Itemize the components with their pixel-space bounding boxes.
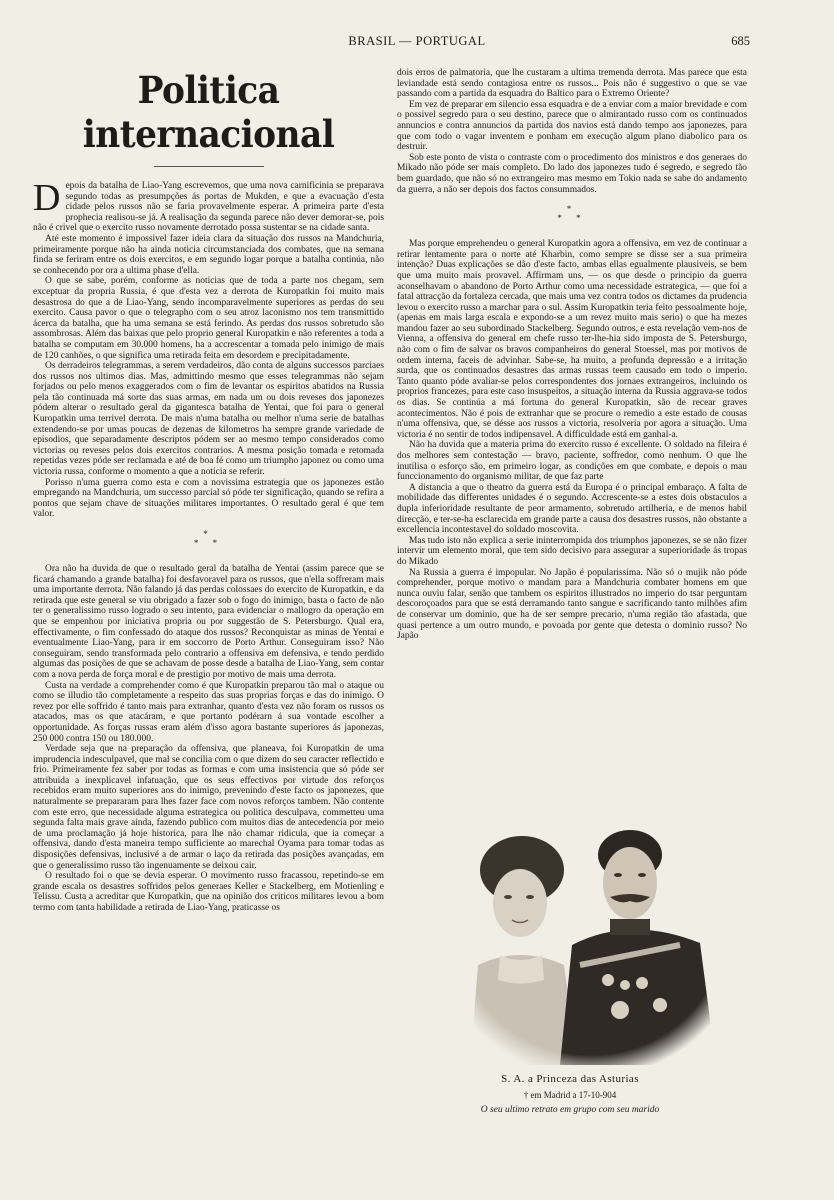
paragraph: Sob este ponto de vista o contraste com o procedimento dos ministros e dos generaes do Mikado não póde ser mais completo. Do lado dos japonezes tudo é segredo, e segredo tão bem guardado, que não só no extrangeiro mas mesmo em Tokio nada se sabe do andamento da guerra, a não ser depois dos factos consummados.: [397, 152, 747, 195]
title-rule: [154, 166, 264, 167]
photo-caption: [394, 1073, 746, 1115]
left-column: [33, 68, 384, 914]
portrait-illustration: [460, 815, 722, 1065]
article-body-part-3: [397, 68, 747, 195]
paragraph: Os derradeiros telegrammas, a serem verdadeiros, dão conta de alguns successos parciaes dos russos nos ultimos dias. Mas, admittindo mesmo que esses telegrammas não sejam forjados ou pelo menos exaggerados com o fim de levantar os espiritos abatidos na Russia pela tão continuada má sorte das suas armas, em nada um ou dois reveses dos japonezes pódem alterar o resultado geral da gigantesca batalha de Yentai, que foi para o general Kuropatkin uma terrivel derrota. De mais n'uma batalha ou melhor n'uma serie de batalhas extendendo-se por umas poucas de dezenas de kilometros ha sempre grande variedade de episodios, que separadamente descriptos pódem ser ao mesmo tempo considerados como victorias ou reveses pelos dois exercitos contrarios. A mesma posição tomada e retomada repetidas vezes póde ser reclamada e até de boa fé como um triumpho japonez ou como uma victoria russa, conforme o momento a que a noticia se referir.: [33, 361, 384, 478]
paragraph: O resultado foi o que se devia esperar. O movimento russo fracassou, repetindo-se em grande escala os desastres soffridos pelos generaes Keller e Stackelberg, em Motienling e Telissu. Custa a acreditar que Kuropatkin, que na opinião dos criticos militares levou a bom termo com tanta habilidade a retirada de Liao-Yang, praticasse os: [33, 871, 384, 913]
paragraph: Na Russia a guerra é impopular. No Japão é popularissima. Não só o mujik não póde comprehender, porque motivo o mandam para a Mandchuria combater homens em que nunca ouviu falar, senão que tambem os espiritos illustrados no imperio do tsar perguntam descoroçoados para que se está derramando tanto sangue e sacrificando tanto milhões afim de conservar um dominio, que ha de ser sempre precario, n'uma região tão afastada, que quasi pertence a um outro mundo, e povoada por gente que detesta o dominio russo? No Japão: [397, 567, 747, 642]
caption-death: † em Madrid a 17-10-904: [523, 1090, 617, 1100]
paragraph: Porisso n'uma guerra como esta e com a novissima estrategia que os japonezes estão empregando na Mandchuria, um successo parcial só póde ter significação, quando se refira a pontos que sejam chave de situações militares importantes. O resultado geral é que tem valor.: [33, 477, 384, 520]
article-body-part-1: [33, 177, 384, 520]
article-title: Politica internacional: [82, 68, 335, 156]
paragraph: Ora não ha duvida de que o resultado geral da batalha de Yentai (assim parece que se ficará chamando a grande batalha) foi desfavoravel para os russos, que n'ella soffreram mais uma importante derrota. Não falando já das perdas colossaes do exercito de Kuropatkin, e da retirada que este general se viu obrigado a fazer sob o fogo do inimigo, basta o facto de não ter o generalissimo russo logrado o seu intento, para evidenciar o mallogro da operação em que se empenhou por iniciativa propria ou por suggestão de S. Petersburgo. Qual era, effectivamente, o fim confessado do ataque dos russos? Reconquistar as minas de Yentai e eventualmente Liao-Yang, para ir em soccorro de Porto Arthur. Conseguiram isso? Não conseguiram, sendo transformada pelo contrario a offensiva em defensiva, e tendo perdido algumas das posições de que se achavam de posse desde a batalha de Liao-Yang, sem contar com a nova perda de força moral e de prestigio por motivo de mais uma derrota.: [33, 564, 384, 680]
right-column: [397, 68, 747, 642]
paragraph: O que se sabe, porém, conforme as noticias que de toda a parte nos chegam, sem exceptuar da propria Russia, é que d'esta vez a derrota de Kuropatkin foi muito mais desastrosa do que a de Liao-Yang, sendo incomparavelmente superiores as perdas do seu exercito. Causa pavor o que o telegrapho com o seu atroz laconismo nos tem transmittido ácerca da batalha, que ha uma semana se está ferindo. As perdas dos russos sobretudo são assombrosas. Além das baixas que pelo proprio general Kuropatkin e não referentes a toda a batalha se computam em 30.000 homens, ha a accrescentar a tomada pelo inimigo de mais de 120 canhões, o que significa uma retirada feita em desordem e precipitadamente.: [33, 276, 384, 361]
paragraph: Custa na verdade a comprehender como é que Kuropatkin preparou tão mal o ataque ou como se illudio tão completamente a respeito das suas proprias forças e das do inimigo. O revez por elle soffrido é tanto mais para extranhar, quanto d'esta vez não foram os russos os atacados, mas os que atacáram, e que portanto podérarn á sua vontade escolher a opportunidade. As forças russas eram além d'isso agora bastante superiores ás japonezas, 250 000 contra 150 ou 180.000.: [33, 680, 384, 744]
page-number: 685: [731, 34, 750, 48]
paragraph-text: epois da batalha de Liao-Yang escrevemos, que uma nova carnificinia se preparava segundo todas as presumpções ás portas de Mukden, e que a evacuação d'esta cidade pelos russos não se faria provavelmente esperar. A primeira parte d'esta prophecia realisou-se já. A realisação da segunda parece não dever demorar-se, pois não é crivel que o exercito russo novamente derrotado possa sustentar se na cidade santa.: [33, 181, 384, 234]
paragraph: Mas tudo isto não explica a serie ininterrompida dos triumphos japonezes, se se não fizer intervir um elemento moral, que tem sido decisivo para assegurar a superioridade ás tropas do Mikado: [397, 535, 747, 567]
paragraph: [33, 177, 384, 234]
paragraph: Em vez de preparar em silencio essa esquadra e de a enviar com a maior brevidade e com o possivel segredo para o seu destino, parece que o almirantado russo com os continuados annuncios e contra annuncios da partida dos navios está dando tempo aos japonezes, para que com todo o vagar inventem e ponham em execução algum plano diabolico para os destruir.: [397, 99, 747, 153]
article-body-part-2: [33, 564, 384, 914]
section-break: * * *: [193, 529, 224, 548]
paragraph: Até este momento é impossivel fazer ideia clara da situação dos russos na Mandchuria, primeiramente porque não ha ainda noticia circumstanciada dos combates, que na semana finda se feriram entre os dois exercitos, e em segundo logar porque a batalha continúa, não se conhecendo por ora a ultima phase d'ella.: [33, 233, 384, 276]
paragraph: Não ha duvida que a materia prima do exercito russo é excellente. O soldado na fileira é dos melhores sem contestação — bravo, paciente, soffredor, como nenhum. O que lhe inutilisa o esforço são, em primeiro logar, as condições em que combate, e depois o mau funccionamento do organismo militar, de que faz parte: [397, 440, 747, 483]
article-body-part-4: [397, 239, 747, 642]
drop-cap: D: [33, 177, 61, 219]
page-header: [0, 34, 834, 50]
caption-note: O seu ultimo retrato em grupo com seu marido: [480, 1105, 660, 1115]
section-break-2: * * *: [557, 204, 587, 224]
running-head: BRASIL — PORTUGAL: [348, 34, 486, 48]
paragraph: dois erros de palmatoria, que lhe custaram a ultima tremenda derrota. Mas parece que esta leviandade está sendo contagiosa entre os russos... Pois não é suggestivo o que se vae passando com a partida da esquadra do Baltico para o Extremo Oriente?: [397, 68, 747, 100]
paragraph: Mas porque emprehendeu o general Kuropatkin agora a offensiva, em vez de continuar a retirar lentamente para o norte até Kharbin, como sempre se disse ser a sua primeira intenção? Duas explicações se dão d'este facto, ambas ellas egualmente plausiveis, se bem que uma muito mais provavel. Affirmam uns, — os que desde o principio da guerra aconselhavam o abandono de Porto Arthur como uma necessidade estrategica, — que foi a fatal attracção da fortaleza cercada, que mais uma vez contra todos os dictames da prudencia levou o exercito russo a marchar para o sul. Assim Kuropatkin teria feito pessoalmente hoje, (apenas em mais larga escala e expondo-se a um revez muito mais serio) o que ha mezes mandou fazer ao seu subordinado Stackelberg. Segundo outros, e esta revelação vem-nos de Vienna, a offensiva do general em chefe russo ter-lhe-hia sido imposta de S. Petersburgo, não com o fim de salvar os bravos companheiros do general Stoessel, mas por motivos de ordem interna, faceis de advinhar. Sabe-se, ha muito, a profunda depressão e a irritação surda, que os continuados desastres das armas russas teem causado em todo o imperio. Tanto quanto póde avaliar-se pelos correspondentes dos jornaes extrangeiros, incluindo os proprios francezes, para este caso insuspeitos, a situação interna da Russia aggrava-se todos os dias. Se continúa a má fortuna do general Kuropatkin, são de recear graves acontecimentos. Não é pois de extranhar que se procure o remedio a este estado de cousas n'uma offensiva, que, se désse aos russos a victoria, resolveria por agora a situação. Uma victoria é no sentir de todos indipensavel. A difficuldade está em ganhal-a.: [397, 239, 747, 440]
caption-title: S. A. a Princeza das Asturias: [501, 1073, 639, 1085]
portrait-photo: [460, 815, 722, 1077]
paragraph: A distancia a que o theatro da guerra está da Europa é o principal embaraço. A falta de mobilidade das differentes unidades é o segundo. Accrescente-se a estes dois obstaculos a dupla inferioridade resultante de peor armamento, sobretudo artilheria, e de menos habil direcção, e ter-se-ha esclarecida em grande parte a causa dos desastres russos, não obstante a excellencia incontestavel do soldado moscovita.: [397, 482, 747, 536]
paragraph: Verdade seja que na preparação da offensiva, que planeava, foi Kuropatkin de uma imprudencia indesculpavel, que mal se concilia com o que dizem do seu caracter reflectido e frio. Primeiramente fez saber por todas as formas e com uma insistencia que só póde ser attribuida a inexplicavel infatuação, que os seus effectivos por virtude dos reforços recebidos eram muito superiores aos do inimigo, prevenindo d'este facto os japonezes, que naturalmente se prepararam para lhes fazer face com novos reforços tambem. Não contente com este erro, que necessidade alguma estrategica ou politica desculpava, commetteu uma segunda falta mais grave ainda, fazendo publico com muitos dias de antecedencia por meio de uma proclamação já hoje historica, para lhe não chamar ridicula, que ia começar a offensiva, dando d'esta maneira tempo sufficiente ao marechal Oyama para tomar todas as disposições defensivas, inclusivé a de armar o laço da retirada das posições avançadas, em que o generalissimo russo tão ingenuamente se deixou cair.: [33, 744, 384, 871]
